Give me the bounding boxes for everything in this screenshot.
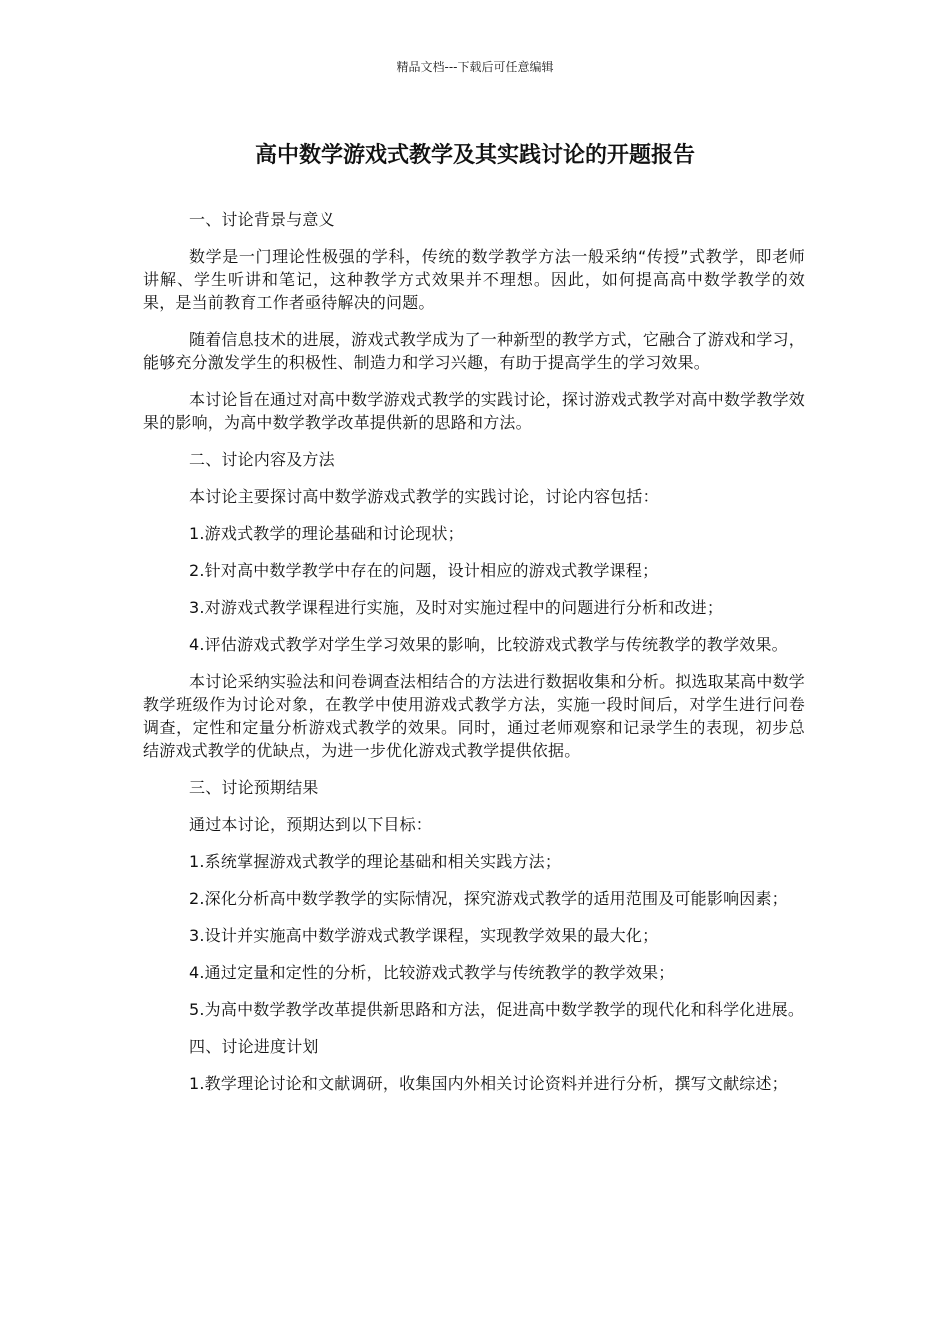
section-heading-content: 二、讨论内容及方法 (189, 450, 335, 469)
list-item-content-2: 2.针对高中数学教学中存在的问题，设计相应的游戏式教学课程； (189, 561, 659, 580)
list-item-results-3: 3.设计并实施高中数学游戏式教学课程，实现教学效果的最大化； (189, 926, 659, 945)
document-title: 高中数学游戏式教学及其实践讨论的开题报告 (254, 143, 695, 168)
list-item-results-2: 2.深化分析高中数学教学的实际情况，探究游戏式教学的适用范围及可能影响因素； (189, 889, 788, 908)
section-heading-results: 三、讨论预期结果 (189, 778, 319, 797)
list-item-schedule-1: 1.教学理论讨论和文献调研，收集国内外相关讨论资料并进行分析，撰写文献综述； (189, 1074, 788, 1093)
paragraph-method: 本讨论采纳实验法和问卷调查法相结合的方法进行数据收集和分析。拟选取某高中数学教学班级作为讨论对象，在教学中使用游戏式教学方法，实施一段时间后，对学生进行问卷调查，定性和定量分析游戏式教学的效果。同时，通过老师观察和记录学生的表现，初步总结游戏式教学的优缺点，为进一步优化游戏式教学提供依据。 (143, 672, 805, 760)
section-heading-background: 一、讨论背景与意义 (189, 210, 335, 229)
paragraph-background-2: 随着信息技术的进展，游戏式教学成为了一种新型的教学方式，它融合了游戏和学习，能够充分激发学生的积极性、制造力和学习兴趣，有助于提高学生的学习效果。 (143, 330, 805, 372)
list-item-content-1: 1.游戏式教学的理论基础和讨论现状； (189, 524, 464, 543)
paragraph-results-intro: 通过本讨论，预期达到以下目标： (189, 815, 433, 834)
document-body (143, 208, 805, 1109)
paragraph-background-1: 数学是一门理论性极强的学科，传统的数学教学方法一般采纳“传授”式教学，即老师讲解、学生听讲和笔记，这种教学方式效果并不理想。因此，如何提高高中数学教学的效果，是当前教育工作者亟待解决的问题。 (143, 247, 805, 312)
list-item-content-3: 3.对游戏式教学课程进行实施，及时对实施过程中的问题进行分析和改进； (189, 598, 724, 617)
list-item-content-4: 4.评估游戏式教学对学生学习效果的影响，比较游戏式教学与传统教学的教学效果。 (189, 635, 788, 654)
list-item-results-1: 1.系统掌握游戏式教学的理论基础和相关实践方法； (189, 852, 562, 871)
header-note: 精品文档---下载后可任意编辑 (396, 60, 554, 74)
section-heading-schedule: 四、讨论进度计划 (189, 1037, 319, 1056)
list-item-results-4: 4.通过定量和定性的分析，比较游戏式教学与传统教学的教学效果； (189, 963, 675, 982)
list-item-results-5: 5.为高中数学教学改革提供新思路和方法，促进高中数学教学的现代化和科学化进展。 (189, 1000, 805, 1019)
paragraph-background-3: 本讨论旨在通过对高中数学游戏式教学的实践讨论，探讨游戏式教学对高中数学教学效果的影响，为高中数学教学改革提供新的思路和方法。 (143, 390, 805, 432)
paragraph-content-intro: 本讨论主要探讨高中数学游戏式教学的实践讨论，讨论内容包括： (189, 487, 659, 506)
